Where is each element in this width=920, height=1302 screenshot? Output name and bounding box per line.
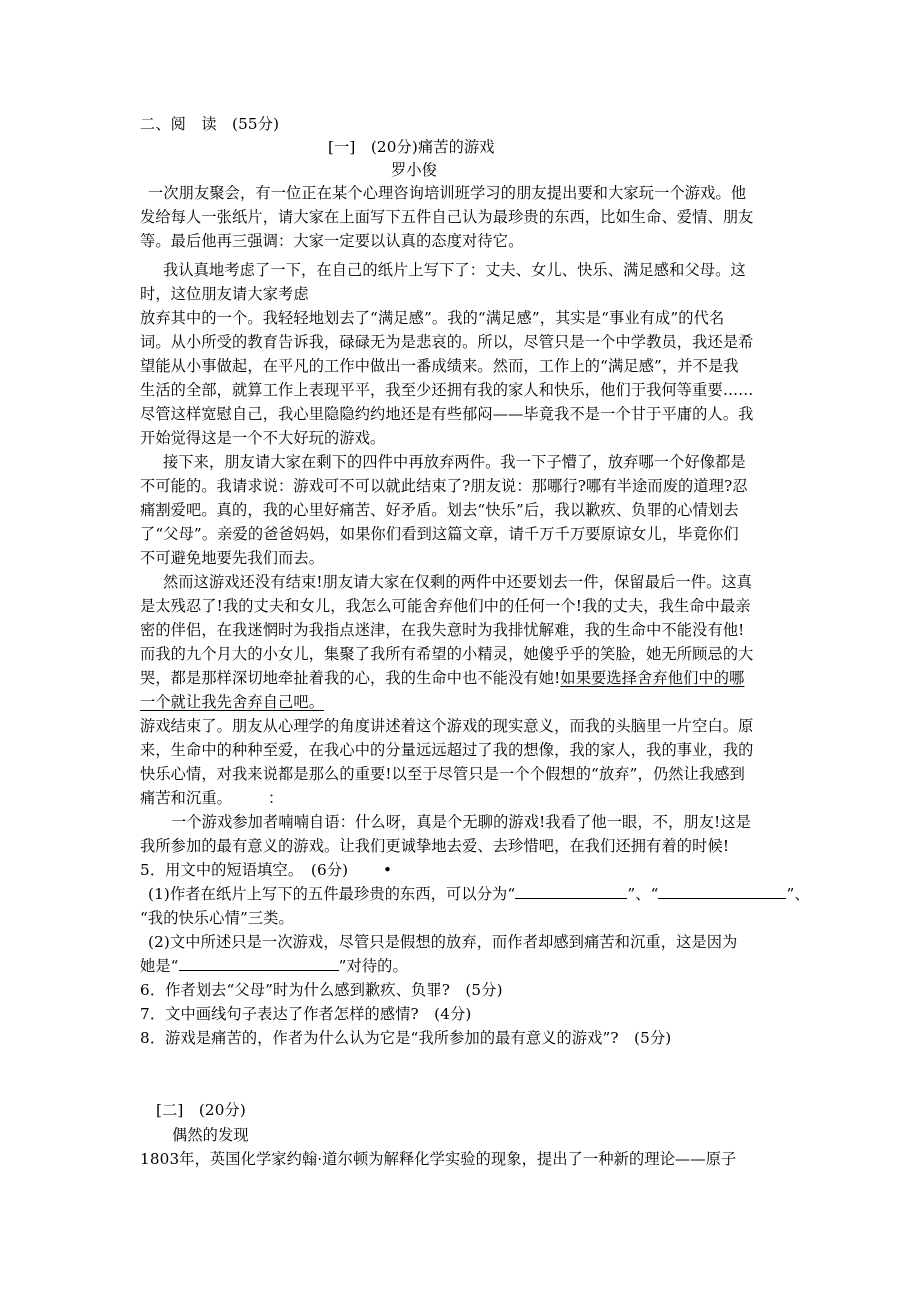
passage1-line: 快乐心情，对我来说都是那么的重要!以至于尽管只是一个个假想的“放弃”，仍然让我感到 <box>140 765 745 783</box>
answer-blank[interactable] <box>179 955 339 971</box>
question-5-1 <box>148 883 810 906</box>
passage1-line: 是太残忍了!我的丈夫和女儿，我怎么可能舍弃他们中的任何一个!我的丈夫，我生命中最亲 <box>140 597 751 615</box>
passage1-line: 发给每人一张纸片，请大家在上面写下五件自己认为最珍贵的东西，比如生命、爱情、朋友 <box>140 208 754 226</box>
passage1-line-text: 哭，都是那样深切地牵扯着我的心，我的生命中也不能没有她! <box>140 669 561 687</box>
passage1-line: 我认真地考虑了一下，在自己的纸片上写下了：丈夫、女儿、快乐、满足感和父母。这 <box>163 261 746 279</box>
passage1-line: 不可避免地要先我们而去。 <box>140 549 325 567</box>
passage1-line <box>140 667 744 690</box>
passage1-line: 接下来，朋友请大家在剩下的四件中再放弃两件。我一下子懵了，放弃哪一个好像都是 <box>163 453 746 471</box>
question-5-2-cont <box>140 955 408 978</box>
passage2-line: 1803年，英国化学家约翰·道尔顿为解释化学实验的现象，提出了一种新的理论——原子 <box>140 1150 737 1168</box>
stray-colon: ： <box>268 789 284 807</box>
question-5-1-cont: “我的快乐心情”三类。 <box>140 909 294 927</box>
passage1-line: 尽管这样宽慰自己，我心里隐隐约约地还是有些郁闷——毕竟我不是一个甘于平庸的人。我 <box>140 405 754 423</box>
question-5-2: (2)文中所述只是一次游戏，尽管只是假想的放弃，而作者却感到痛苦和沉重，这是因为 <box>148 933 738 951</box>
stray-dot: • <box>383 861 393 879</box>
question-text: ”、“ <box>627 885 659 903</box>
passage1-line: 来，生命中的种种至爱，在我心中的分量远远超过了我的想像，我的家人，我的事业，我的 <box>140 741 754 759</box>
passage1-line: 游戏结束了。朋友从心理学的角度讲述着这个游戏的现实意义，而我的头脑里一片空白。原 <box>140 717 754 735</box>
question-text: ”、 <box>786 885 810 903</box>
question-7: 7．文中画线句子表达了作者怎样的感情? (4分) <box>140 1005 472 1023</box>
passage1-line: 放弃其中的一个。我轻轻地划去了“满足感”。我的“满足感”，其实是“事业有成”的代名 <box>140 309 725 327</box>
passage1-line: 生活的全部，就算工作上表现平平，我至少还拥有我的家人和快乐，他们于我何等重要…… <box>140 381 754 399</box>
passage1-heading: [一] (20分)痛苦的游戏 <box>328 138 495 156</box>
question-5: 5．用文中的短语填空。 (6分) <box>140 861 349 879</box>
passage1-line: 时，这位朋友请大家考虑 <box>140 285 309 303</box>
passage1-line: 望能从小事做起，在平凡的工作中做出一番成绩来。然而，工作上的“满足感”，并不是我 <box>140 357 739 375</box>
answer-blank[interactable] <box>658 883 786 899</box>
passage2-title: 偶然的发现 <box>172 1126 249 1144</box>
underlined-sentence: 如果要选择舍弃他们中的哪 <box>560 669 745 687</box>
section-header: 二、阅 读 (55分) <box>140 115 280 133</box>
question-text: 她是“ <box>140 957 179 975</box>
passage1-line: 词。从小所受的教育告诉我，碌碌无为是悲哀的。所以，尽管只是一个中学教员，我还是希 <box>140 333 754 351</box>
passage1-line: 痛苦和沉重。 <box>140 789 233 807</box>
passage1-line: 然而这游戏还没有结束!朋友请大家在仅剩的两件中还要划去一件，保留最后一件。这真 <box>163 573 753 591</box>
passage1-line: 而我的九个月大的小女儿，集聚了我所有希望的小精灵，她傻乎乎的笑脸，她无所顾忌的大 <box>140 645 754 663</box>
passage1-line: 一次朋友聚会，有一位正在某个心理咨询培训班学习的朋友提出要和大家玩一个游戏。他 <box>148 184 747 202</box>
underlined-sentence: 一个就让我先舍弃自己吧。 <box>140 693 325 711</box>
question-8: 8．游戏是痛苦的，作者为什么认为它是“我所参加的最有意义的游戏”? (5分) <box>140 1029 672 1047</box>
passage1-line: 我所参加的最有意义的游戏。让我们更诚挚地去爱、去珍惜吧，在我们还拥有着的时候! <box>140 837 730 855</box>
passage1-line: 等。最后他再三强调：大家一定要以认真的态度对待它。 <box>140 232 524 250</box>
passage1-author: 罗小俊 <box>391 161 438 179</box>
passage1-line: 密的伴侣，在我迷惘时为我指点迷津，在我失意时为我排忧解难，我的生命中不能没有他! <box>140 621 745 639</box>
passage1-line: 开始觉得这是一个不大好玩的游戏。 <box>140 429 386 447</box>
passage1-line: 痛割爱吧。真的，我的心里好痛苦、好矛盾。划去“快乐”后，我以歉疚、负罪的心情划去 <box>140 501 739 519</box>
question-text: ”对待的。 <box>338 957 408 975</box>
passage1-line: 一个游戏参加者喃喃自语：什么呀，真是个无聊的游戏!我看了他一眼，不，朋友!这是 <box>171 813 751 831</box>
passage1-line: 不可能的。我请求说：游戏可不可以就此结束了?朋友说：那哪行?哪有半途而废的道理?忍 <box>140 477 748 495</box>
passage1-line: 了“父母”。亲爱的爸爸妈妈，如果你们看到这篇文章，请千万千万要原谅女儿，毕竟你们 <box>140 525 739 543</box>
question-6: 6．作者划去“父母”时为什么感到歉疚、负罪? (5分) <box>140 981 503 999</box>
question-text: (1)作者在纸片上写下的五件最珍贵的东西，可以分为“ <box>148 885 516 903</box>
answer-blank[interactable] <box>515 883 627 899</box>
passage2-heading: [二] (20分) <box>156 1101 246 1119</box>
